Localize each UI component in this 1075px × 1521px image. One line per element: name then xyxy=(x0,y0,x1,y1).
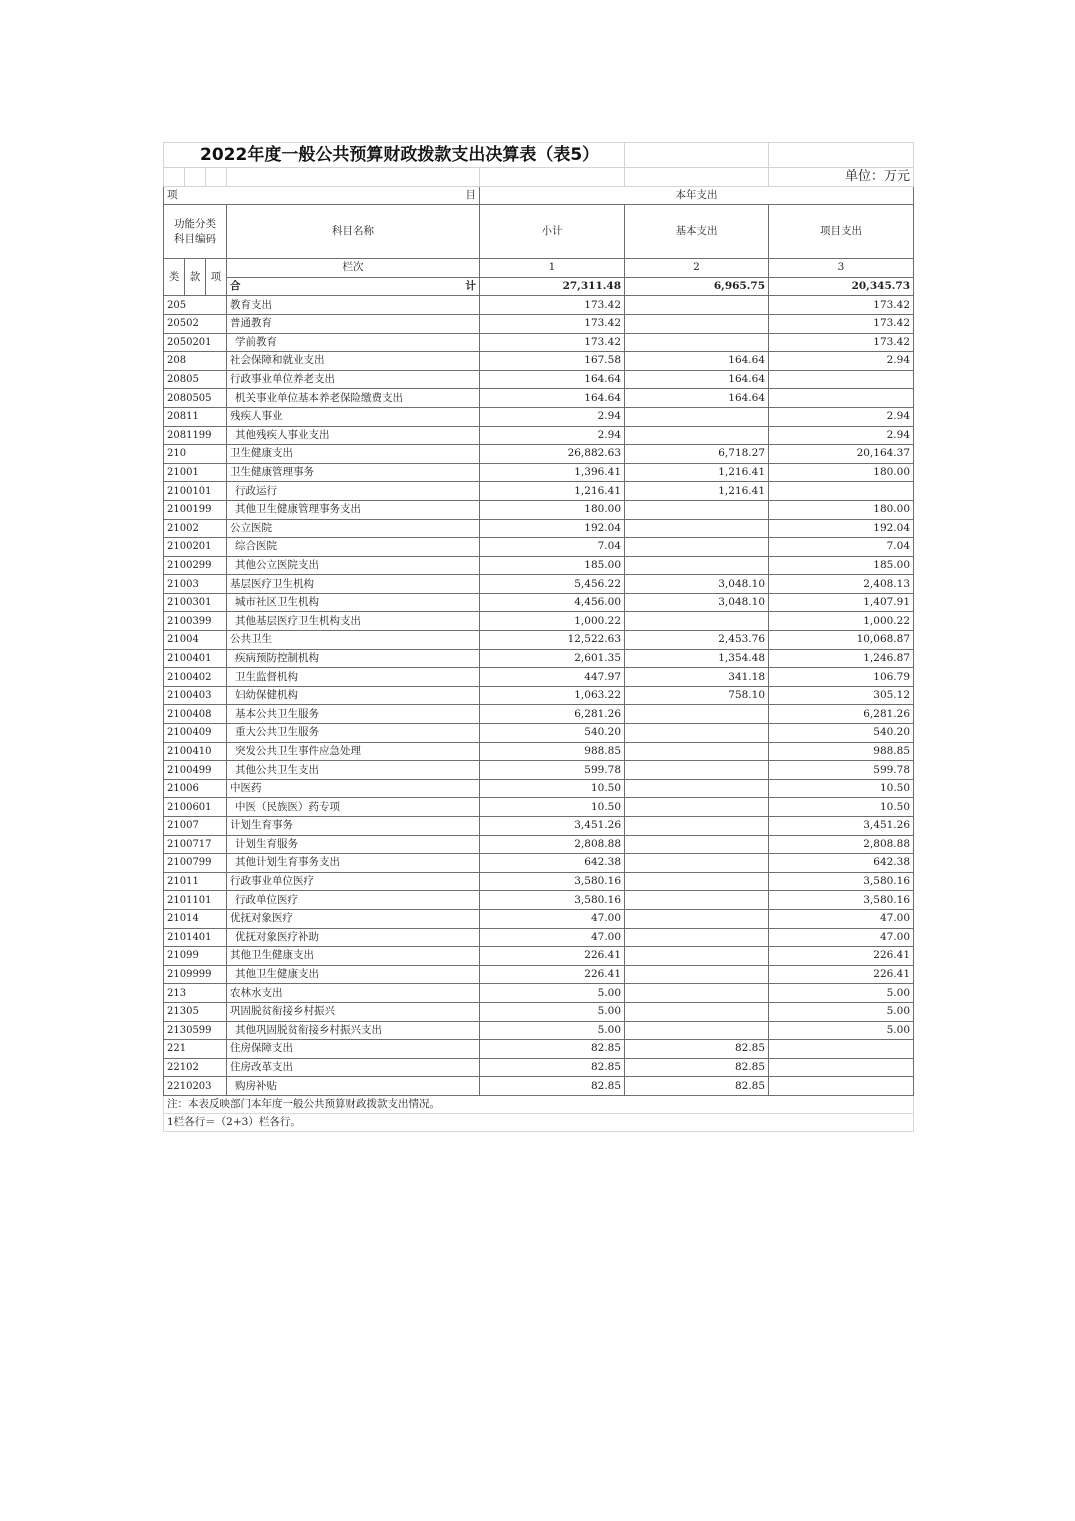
row-basic xyxy=(625,891,769,910)
current-year-header: 本年支出 xyxy=(480,186,914,205)
row-subtotal: 167.58 xyxy=(480,352,625,371)
row-code: 2100410 xyxy=(164,742,227,761)
row-basic xyxy=(625,314,769,333)
row-subject-name: 公共卫生 xyxy=(227,631,480,650)
row-code: 21014 xyxy=(164,909,227,928)
row-subtotal: 3,451.26 xyxy=(480,817,625,836)
row-project: 5.00 xyxy=(769,984,914,1003)
row-subtotal: 12,522.63 xyxy=(480,631,625,650)
row-basic xyxy=(625,556,769,575)
table-row xyxy=(164,891,914,910)
row-code: 2050201 xyxy=(164,333,227,352)
row-subtotal: 4,456.00 xyxy=(480,593,625,612)
row-subtotal: 447.97 xyxy=(480,668,625,687)
row-subtotal: 192.04 xyxy=(480,519,625,538)
row-subtotal: 599.78 xyxy=(480,761,625,780)
table-row xyxy=(164,798,914,817)
table-row xyxy=(164,370,914,389)
table-row xyxy=(164,333,914,352)
unit-label: 单位：万元 xyxy=(769,168,914,187)
row-basic xyxy=(625,407,769,426)
table-row xyxy=(164,854,914,873)
row-project: 642.38 xyxy=(769,854,914,873)
row-basic: 3,048.10 xyxy=(625,593,769,612)
row-subtotal: 173.42 xyxy=(480,296,625,315)
row-basic xyxy=(625,705,769,724)
table-row xyxy=(164,779,914,798)
row-basic: 164.64 xyxy=(625,389,769,408)
row-code: 21004 xyxy=(164,631,227,650)
row-code: 2210203 xyxy=(164,1077,227,1096)
table-row xyxy=(164,352,914,371)
row-subject-name: 残疾人事业 xyxy=(227,407,480,426)
row-code: 2100199 xyxy=(164,500,227,519)
row-code: 20811 xyxy=(164,407,227,426)
row-project: 10.50 xyxy=(769,798,914,817)
row-basic xyxy=(625,538,769,557)
row-project: 226.41 xyxy=(769,947,914,966)
item-right-label: 目 xyxy=(465,188,476,201)
row-code: 2100799 xyxy=(164,854,227,873)
table-row xyxy=(164,835,914,854)
row-project: 226.41 xyxy=(769,965,914,984)
table-row xyxy=(164,500,914,519)
row-basic xyxy=(625,817,769,836)
row-basic: 6,718.27 xyxy=(625,445,769,464)
row-code: 21003 xyxy=(164,575,227,594)
row-subject-name: 其他公共卫生支出 xyxy=(227,761,480,780)
table-note: 1栏各行＝（2+3）栏各行。 xyxy=(164,1113,914,1131)
subtotal-header: 小计 xyxy=(480,205,625,259)
row-basic xyxy=(625,500,769,519)
row-subject-name: 教育支出 xyxy=(227,296,480,315)
table-row xyxy=(164,519,914,538)
table-note: 注：本表反映部门本年度一般公共预算财政拨款支出情况。 xyxy=(164,1095,914,1113)
row-project xyxy=(769,482,914,501)
row-subject-name: 其他巩固脱贫衔接乡村振兴支出 xyxy=(227,1021,480,1040)
row-subject-name: 疾病预防控制机构 xyxy=(227,649,480,668)
row-code: 2100301 xyxy=(164,593,227,612)
basic-header: 基本支出 xyxy=(625,205,769,259)
row-subtotal: 2.94 xyxy=(480,426,625,445)
table-row xyxy=(164,686,914,705)
row-subtotal: 1,396.41 xyxy=(480,463,625,482)
row-code: 2100399 xyxy=(164,612,227,631)
row-basic xyxy=(625,426,769,445)
item-header xyxy=(164,186,480,205)
page-title: 2022年度一般公共预算财政拨款支出决算表（表5） xyxy=(164,143,625,168)
row-subject-name: 其他公立医院支出 xyxy=(227,556,480,575)
row-code: 2100499 xyxy=(164,761,227,780)
row-project: 305.12 xyxy=(769,686,914,705)
project-header: 项目支出 xyxy=(769,205,914,259)
row-code: 21002 xyxy=(164,519,227,538)
row-basic xyxy=(625,909,769,928)
row-code: 21007 xyxy=(164,817,227,836)
row-subject-name: 重大公共卫生服务 xyxy=(227,724,480,743)
row-subtotal: 5,456.22 xyxy=(480,575,625,594)
table-row xyxy=(164,575,914,594)
row-project: 173.42 xyxy=(769,333,914,352)
xiang-header: 项 xyxy=(206,259,227,296)
table-row xyxy=(164,928,914,947)
row-code: 2100717 xyxy=(164,835,227,854)
row-basic: 82.85 xyxy=(625,1077,769,1096)
row-subject-name: 妇幼保健机构 xyxy=(227,686,480,705)
row-basic: 82.85 xyxy=(625,1040,769,1059)
row-basic xyxy=(625,1002,769,1021)
row-subtotal: 3,580.16 xyxy=(480,872,625,891)
row-code: 21011 xyxy=(164,872,227,891)
table-row xyxy=(164,426,914,445)
table-row xyxy=(164,538,914,557)
row-basic: 1,216.41 xyxy=(625,463,769,482)
row-subject-name: 中医（民族医）药专项 xyxy=(227,798,480,817)
table-row xyxy=(164,389,914,408)
row-code: 2101401 xyxy=(164,928,227,947)
row-subtotal: 47.00 xyxy=(480,909,625,928)
row-subject-name: 优抚对象医疗 xyxy=(227,909,480,928)
row-subtotal: 173.42 xyxy=(480,333,625,352)
row-subtotal: 2,601.35 xyxy=(480,649,625,668)
row-subtotal: 164.64 xyxy=(480,370,625,389)
col2-label: 2 xyxy=(625,259,769,278)
row-subject-name: 行政事业单位医疗 xyxy=(227,872,480,891)
row-code: 2081199 xyxy=(164,426,227,445)
table-row xyxy=(164,705,914,724)
table-row xyxy=(164,1002,914,1021)
table-row xyxy=(164,724,914,743)
row-subject-name: 购房补贴 xyxy=(227,1077,480,1096)
row-project xyxy=(769,1077,914,1096)
row-subject-name: 学前教育 xyxy=(227,333,480,352)
row-basic xyxy=(625,928,769,947)
row-project xyxy=(769,1058,914,1077)
row-project xyxy=(769,389,914,408)
row-project: 6,281.26 xyxy=(769,705,914,724)
total-subtotal: 27,311.48 xyxy=(480,277,625,296)
table-row xyxy=(164,965,914,984)
row-subtotal: 82.85 xyxy=(480,1077,625,1096)
row-subject-name: 农林水支出 xyxy=(227,984,480,1003)
row-project: 3,580.16 xyxy=(769,891,914,910)
row-subtotal: 1,063.22 xyxy=(480,686,625,705)
row-basic: 2,453.76 xyxy=(625,631,769,650)
row-basic: 164.64 xyxy=(625,370,769,389)
table-row xyxy=(164,296,914,315)
row-project: 7.04 xyxy=(769,538,914,557)
row-code: 21305 xyxy=(164,1002,227,1021)
row-subtotal: 5.00 xyxy=(480,1002,625,1021)
row-code: 221 xyxy=(164,1040,227,1059)
table-row xyxy=(164,482,914,501)
row-project: 1,246.87 xyxy=(769,649,914,668)
row-code: 2101101 xyxy=(164,891,227,910)
table-row xyxy=(164,1077,914,1096)
row-subject-name: 其他计划生育事务支出 xyxy=(227,854,480,873)
row-project: 3,451.26 xyxy=(769,817,914,836)
row-subtotal: 3,580.16 xyxy=(480,891,625,910)
row-subject-name: 行政运行 xyxy=(227,482,480,501)
row-subtotal: 226.41 xyxy=(480,965,625,984)
row-subject-name: 其他残疾人事业支出 xyxy=(227,426,480,445)
table-row xyxy=(164,947,914,966)
row-subtotal: 5.00 xyxy=(480,984,625,1003)
table-row xyxy=(164,1021,914,1040)
lei-header: 类 xyxy=(164,259,185,296)
row-subject-name: 卫生监督机构 xyxy=(227,668,480,687)
row-subject-name: 其他基层医疗卫生机构支出 xyxy=(227,612,480,631)
row-subject-name: 行政单位医疗 xyxy=(227,891,480,910)
table-row xyxy=(164,631,914,650)
row-subject-name: 计划生育服务 xyxy=(227,835,480,854)
row-code: 210 xyxy=(164,445,227,464)
table-row xyxy=(164,817,914,836)
row-code: 21099 xyxy=(164,947,227,966)
row-subject-name: 基本公共卫生服务 xyxy=(227,705,480,724)
kuan-header: 款 xyxy=(185,259,206,296)
total-basic: 6,965.75 xyxy=(625,277,769,296)
table-row xyxy=(164,1058,914,1077)
column-no-label: 栏次 xyxy=(227,259,480,278)
row-basic xyxy=(625,965,769,984)
row-subject-name: 住房保障支出 xyxy=(227,1040,480,1059)
row-project: 5.00 xyxy=(769,1021,914,1040)
row-subtotal: 82.85 xyxy=(480,1040,625,1059)
table-row xyxy=(164,612,914,631)
row-subject-name: 综合医院 xyxy=(227,538,480,557)
row-subtotal: 540.20 xyxy=(480,724,625,743)
row-code: 2100401 xyxy=(164,649,227,668)
row-subject-name: 中医药 xyxy=(227,779,480,798)
row-project: 2,408.13 xyxy=(769,575,914,594)
row-basic xyxy=(625,1021,769,1040)
row-project: 20,164.37 xyxy=(769,445,914,464)
subject-name-header: 科目名称 xyxy=(227,205,480,259)
row-project: 1,000.22 xyxy=(769,612,914,631)
row-code: 2080505 xyxy=(164,389,227,408)
row-code: 2100408 xyxy=(164,705,227,724)
row-project: 2.94 xyxy=(769,407,914,426)
row-subject-name: 行政事业单位养老支出 xyxy=(227,370,480,389)
row-project xyxy=(769,1040,914,1059)
row-subject-name: 社会保障和就业支出 xyxy=(227,352,480,371)
total-label xyxy=(227,277,480,296)
table-row xyxy=(164,668,914,687)
row-code: 2100402 xyxy=(164,668,227,687)
row-code: 2100201 xyxy=(164,538,227,557)
row-subtotal: 10.50 xyxy=(480,779,625,798)
row-basic xyxy=(625,872,769,891)
row-subject-name: 其他卫生健康管理事务支出 xyxy=(227,500,480,519)
row-subtotal: 47.00 xyxy=(480,928,625,947)
row-project: 2.94 xyxy=(769,426,914,445)
row-basic xyxy=(625,296,769,315)
total-right: 计 xyxy=(465,280,476,293)
row-subject-name: 卫生健康支出 xyxy=(227,445,480,464)
row-subtotal: 10.50 xyxy=(480,798,625,817)
col3-label: 3 xyxy=(769,259,914,278)
row-subject-name: 突发公共卫生事件应急处理 xyxy=(227,742,480,761)
row-subtotal: 185.00 xyxy=(480,556,625,575)
row-subtotal: 164.64 xyxy=(480,389,625,408)
row-subject-name: 其他卫生健康支出 xyxy=(227,965,480,984)
row-basic: 341.18 xyxy=(625,668,769,687)
total-left: 合 xyxy=(230,280,241,293)
budget-sheet xyxy=(163,142,913,1132)
row-basic: 1,354.48 xyxy=(625,649,769,668)
row-subtotal: 7.04 xyxy=(480,538,625,557)
row-subject-name: 计划生育事务 xyxy=(227,817,480,836)
item-left-label: 项 xyxy=(167,188,178,201)
row-code: 20805 xyxy=(164,370,227,389)
row-subject-name: 其他卫生健康支出 xyxy=(227,947,480,966)
row-basic xyxy=(625,779,769,798)
row-project: 173.42 xyxy=(769,314,914,333)
row-code: 2100409 xyxy=(164,724,227,743)
table-row xyxy=(164,407,914,426)
func-code-header xyxy=(164,205,227,259)
row-project: 988.85 xyxy=(769,742,914,761)
table-row xyxy=(164,909,914,928)
row-subtotal: 2,808.88 xyxy=(480,835,625,854)
row-basic: 164.64 xyxy=(625,352,769,371)
row-subtotal: 5.00 xyxy=(480,1021,625,1040)
row-basic: 1,216.41 xyxy=(625,482,769,501)
row-project: 5.00 xyxy=(769,1002,914,1021)
row-subtotal: 82.85 xyxy=(480,1058,625,1077)
table-row xyxy=(164,984,914,1003)
func-code-line1: 功能分类 xyxy=(174,217,216,230)
row-code: 20502 xyxy=(164,314,227,333)
row-subject-name: 卫生健康管理事务 xyxy=(227,463,480,482)
row-subject-name: 公立医院 xyxy=(227,519,480,538)
row-basic xyxy=(625,333,769,352)
row-code: 22102 xyxy=(164,1058,227,1077)
row-project: 2,808.88 xyxy=(769,835,914,854)
row-basic: 82.85 xyxy=(625,1058,769,1077)
row-basic xyxy=(625,724,769,743)
col1-label: 1 xyxy=(480,259,625,278)
row-subject-name: 巩固脱贫衔接乡村振兴 xyxy=(227,1002,480,1021)
row-subject-name: 优抚对象医疗补助 xyxy=(227,928,480,947)
row-subtotal: 1,216.41 xyxy=(480,482,625,501)
row-basic xyxy=(625,742,769,761)
row-code: 2109999 xyxy=(164,965,227,984)
row-project: 192.04 xyxy=(769,519,914,538)
table-row xyxy=(164,1040,914,1059)
table-row xyxy=(164,872,914,891)
table-row xyxy=(164,742,914,761)
row-basic xyxy=(625,761,769,780)
row-code: 213 xyxy=(164,984,227,1003)
row-subtotal: 6,281.26 xyxy=(480,705,625,724)
func-code-line2: 科目编码 xyxy=(174,232,216,245)
table-row xyxy=(164,463,914,482)
row-project: 173.42 xyxy=(769,296,914,315)
row-code: 208 xyxy=(164,352,227,371)
row-project xyxy=(769,370,914,389)
row-code: 2130599 xyxy=(164,1021,227,1040)
row-basic: 758.10 xyxy=(625,686,769,705)
row-project: 10.50 xyxy=(769,779,914,798)
row-project: 3,580.16 xyxy=(769,872,914,891)
row-project: 180.00 xyxy=(769,500,914,519)
total-project: 20,345.73 xyxy=(769,277,914,296)
row-project: 106.79 xyxy=(769,668,914,687)
row-project: 599.78 xyxy=(769,761,914,780)
row-subject-name: 住房改革支出 xyxy=(227,1058,480,1077)
row-basic xyxy=(625,519,769,538)
row-code: 2100101 xyxy=(164,482,227,501)
row-code: 21001 xyxy=(164,463,227,482)
row-subtotal: 226.41 xyxy=(480,947,625,966)
row-subtotal: 26,882.63 xyxy=(480,445,625,464)
row-code: 2100299 xyxy=(164,556,227,575)
row-basic xyxy=(625,798,769,817)
row-project: 2.94 xyxy=(769,352,914,371)
table-row xyxy=(164,314,914,333)
row-subtotal: 642.38 xyxy=(480,854,625,873)
row-subject-name: 普通教育 xyxy=(227,314,480,333)
row-basic xyxy=(625,854,769,873)
budget-table xyxy=(163,142,914,1132)
row-project: 185.00 xyxy=(769,556,914,575)
row-project: 10,068.87 xyxy=(769,631,914,650)
table-row xyxy=(164,761,914,780)
row-subtotal: 173.42 xyxy=(480,314,625,333)
table-row xyxy=(164,445,914,464)
row-basic xyxy=(625,835,769,854)
row-project: 180.00 xyxy=(769,463,914,482)
row-subtotal: 1,000.22 xyxy=(480,612,625,631)
row-subject-name: 机关事业单位基本养老保险缴费支出 xyxy=(227,389,480,408)
row-subtotal: 2.94 xyxy=(480,407,625,426)
row-project: 540.20 xyxy=(769,724,914,743)
row-basic xyxy=(625,984,769,1003)
row-subject-name: 城市社区卫生机构 xyxy=(227,593,480,612)
table-row xyxy=(164,649,914,668)
row-project: 47.00 xyxy=(769,909,914,928)
table-row xyxy=(164,556,914,575)
row-basic: 3,048.10 xyxy=(625,575,769,594)
row-code: 205 xyxy=(164,296,227,315)
row-code: 21006 xyxy=(164,779,227,798)
row-code: 2100601 xyxy=(164,798,227,817)
row-project: 1,407.91 xyxy=(769,593,914,612)
row-code: 2100403 xyxy=(164,686,227,705)
row-basic xyxy=(625,612,769,631)
row-basic xyxy=(625,947,769,966)
row-project: 47.00 xyxy=(769,928,914,947)
row-subtotal: 988.85 xyxy=(480,742,625,761)
row-subject-name: 基层医疗卫生机构 xyxy=(227,575,480,594)
row-subtotal: 180.00 xyxy=(480,500,625,519)
table-row xyxy=(164,593,914,612)
